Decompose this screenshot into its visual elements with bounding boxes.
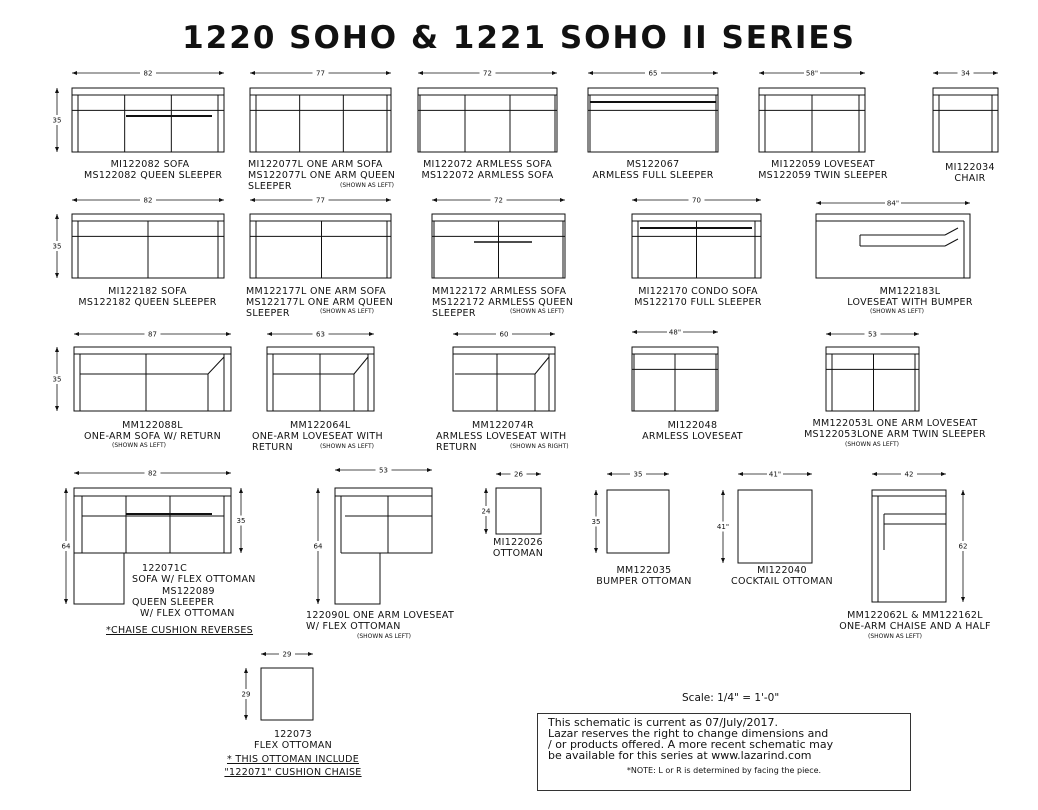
p12-dim-top-label: 63 [316,330,325,339]
label-p19: MM122035 BUMPER OTTOMAN [596,565,692,587]
p12-dim-top-arrow-r [369,332,374,336]
p6-dim-top-arrow-l [72,198,77,202]
p14-dim-top-arrow-r [713,330,718,334]
p22-dim-side-arrow-t [244,668,248,673]
p16-dim-side-arrow-b [64,599,68,604]
p1-dim-top-arrow-l [250,71,255,75]
p9-dim-top-arrow-l [632,198,637,202]
label-p9: MI122170 CONDO SOFA MS122170 FULL SLEEPER [634,286,762,308]
p1-dim-top-label: 77 [316,69,325,78]
label-p14: MI122048 ARMLESS LOVESEAT [642,420,743,442]
scale-label: Scale: 1/4" = 1'-0" [682,692,780,704]
p16-dim-side2-label: 35 [236,517,246,525]
p16-dim-side-arrow-t [64,488,68,493]
label-p17: 122090L ONE ARM LOVESEAT W/ FLEX OTTOMAN [306,610,455,632]
p17-dim-top-arrow-r [427,468,432,472]
p18-dim-top-label: 26 [514,470,523,479]
shown-p15: (SHOWN AS LEFT) [845,441,900,448]
page-title: 1220 SOHO & 1221 SOHO II SERIES [182,20,856,56]
p0-dim-top-arrow-r [219,71,224,75]
p20-dim-side-label: 41" [716,523,730,531]
shown-p10: (SHOWN AS LEFT) [870,308,925,315]
p1-outline [250,88,391,152]
p7-dim-top-label: 77 [316,196,325,205]
p21-dim-side-arrow-b [961,597,965,602]
p15-dim-top-arrow-r [914,332,919,336]
shown-p11: (SHOWN AS LEFT) [112,442,167,449]
label-p11: MM122088L ONE-ARM SOFA W/ RETURN [83,420,222,442]
label-p5: MI122034 CHAIR [945,162,995,184]
p7-dim-top-arrow-r [386,198,391,202]
p0-dim-side-arrow-t [55,88,59,93]
p19-dim-top-arrow-r [664,472,669,476]
chaise-note: *CHAISE CUSHION REVERSES [106,625,254,636]
label-p6: MI122182 SOFA MS122182 QUEEN SLEEPER [78,286,217,308]
label-p3: MS122067 ARMLESS FULL SLEEPER [592,159,714,181]
p4-dim-top-arrow-l [759,71,764,75]
p21-dim-top-label: 42 [904,470,914,479]
p11-outline [74,347,231,411]
p14-dim-top-arrow-l [632,330,637,334]
label-p16: 122071C SOFA W/ FLEX OTTOMAN MS122089 QUEEN SLEEPER W/ FLEX OTTOMAN [132,563,256,619]
p9-dim-top-label: 70 [692,196,701,205]
p2-dim-top-label: 72 [483,69,492,78]
p19-outline [607,490,669,553]
p18-outline [496,488,541,534]
notice-box: This schematic is current as 07/July/2017. Lazar reserves the right to change dimensions and / or products offered. A more recent schematic may be available for this series at www.lazarind.com *NOTE: L or R is determined by facing the piece. [537,713,911,791]
p6-dim-side-arrow-b [55,273,59,278]
p19-dim-side-arrow-t [594,490,598,495]
p22-dim-top-label: 29 [282,650,292,659]
p7-dim-top-arrow-l [250,198,255,202]
p22-dim-side-arrow-b [244,715,248,720]
p3-dim-top-label: 65 [648,69,658,78]
p21-dim-side-label: 62 [958,542,968,551]
shown-p8: (SHOWN AS LEFT) [510,308,565,315]
p16-dim-top-arrow-r [226,471,231,475]
p6-dim-side-label: 35 [52,242,62,251]
p6-dim-top-arrow-r [219,198,224,202]
p18-dim-top-arrow-r [536,472,541,476]
shown-p21: (SHOWN AS LEFT) [868,633,923,640]
p11-dim-top-arrow-l [74,332,79,336]
p17-dim-side-arrow-b [316,599,320,604]
p18-dim-top-arrow-l [496,472,501,476]
p12-dim-top-arrow-l [267,332,272,336]
p22-outline [261,668,313,720]
p20-outline [738,490,812,563]
p21-dim-top-arrow-l [872,472,877,476]
p16-dim-side2-arrow-t [239,488,243,493]
label-p8: MM122172 ARMLESS SOFA MS122172 ARMLESS QUEEN SLEEPER [432,286,574,319]
p20-dim-top-arrow-l [738,472,743,476]
p1-dim-top-arrow-r [386,71,391,75]
shown-p1: (SHOWN AS LEFT) [340,182,395,189]
p21-dim-top-arrow-r [941,472,946,476]
p13-outline [453,347,555,411]
p17-dim-side-label: 64 [313,542,323,551]
p15-outline [826,347,919,411]
label-p2: MI122072 ARMLESS SOFA MS122072 ARMLESS SOFA [421,159,554,181]
p19-dim-top-label: 35 [633,470,643,479]
p13-dim-top-arrow-r [550,332,555,336]
label-p1: MI122077L ONE ARM SOFA MS122077L ONE ARM QUEEN SLEEPER [248,159,396,192]
shown-p13: (SHOWN AS RIGHT) [510,443,569,450]
p11-dim-top-label: 87 [148,330,157,339]
label-p4: MI122059 LOVESEAT MS122059 TWIN SLEEPER [758,159,888,181]
p6-dim-top-label: 82 [143,196,153,205]
p4-dim-top-label: 58" [805,69,819,78]
p7-outline [250,214,391,278]
p0-dim-side-arrow-b [55,147,59,152]
label-p20: MI122040 COCKTAIL OTTOMAN [731,565,833,587]
p19-dim-side-label: 35 [591,518,601,526]
p22-dim-top-arrow-r [308,652,313,656]
p16-dim-top-label: 82 [148,469,157,478]
p14-dim-top-label: 48" [668,328,682,337]
p5-dim-top-arrow-l [933,71,938,75]
p11-dim-top-arrow-r [226,332,231,336]
p22-dim-top-arrow-l [261,652,266,656]
p18-dim-side-arrow-b [484,529,488,534]
label-p21: MM122062L & MM122162L ONE-ARM CHAISE AND A HALF [839,610,991,632]
lr-footnote: *NOTE: L or R is determined by facing the piece. [626,766,822,775]
p19-dim-side-arrow-b [594,548,598,553]
p12-corner [354,357,368,374]
p10-corner-1 [945,228,958,235]
p2-dim-top-arrow-l [418,71,423,75]
p21-dim-side-arrow-t [961,490,965,495]
p20-dim-top-label: 41" [768,470,782,479]
p10-dim-top-arrow-r [965,201,970,205]
label-p7: MM122177L ONE ARM SOFA MS122177L ONE ARM QUEEN SLEEPER [246,286,394,319]
label-p12: MM122064L ONE-ARM LOVESEAT WITH RETURN [252,420,383,453]
p11-dim-side-arrow-t [55,347,59,352]
p4-dim-top-arrow-r [860,71,865,75]
p0-dim-side-label: 35 [52,116,62,125]
p20-dim-side-arrow-b [721,558,725,563]
p20-dim-top-arrow-r [807,472,812,476]
p17-dim-top-arrow-l [335,468,340,472]
p8-dim-top-arrow-l [432,198,437,202]
p10-corner-2 [945,239,958,246]
p0-outline [72,88,224,152]
p20-dim-side-arrow-t [721,490,725,495]
p15-dim-top-label: 53 [868,330,877,339]
p21-outline [872,490,946,602]
p10-dim-top-label: 84" [886,199,900,208]
p13-corner [535,357,549,374]
p5-outline [933,88,998,152]
shown-p12: (SHOWN AS LEFT) [320,443,375,450]
p17-outline [335,488,432,604]
label-p10: MM122183L LOVESEAT WITH BUMPER [847,286,973,308]
label-p0: MI122082 SOFA MS122082 QUEEN SLEEPER [84,159,223,181]
p18-dim-side-label: 24 [481,507,491,516]
p11-corner [208,357,224,374]
p0-dim-top-label: 82 [143,69,153,78]
p22-dim-side-label: 29 [241,690,251,699]
p3-outline [588,88,718,152]
p18-dim-side-arrow-t [484,488,488,493]
p8-dim-top-label: 72 [494,196,503,205]
label-p22: 122073 FLEX OTTOMAN * THIS OTTOMAN INCLUDE "122071" CUSHION CHAISE [224,729,362,778]
p17-dim-top-label: 53 [379,466,388,475]
label-p13: MM122074R ARMLESS LOVESEAT WITH RETURN [436,420,567,453]
p2-dim-top-arrow-r [552,71,557,75]
p16-dim-top-arrow-l [74,471,79,475]
p11-dim-side-arrow-b [55,406,59,411]
p5-dim-top-arrow-r [993,71,998,75]
p3-dim-top-arrow-l [588,71,593,75]
p13-dim-top-arrow-l [453,332,458,336]
p10-dim-top-arrow-l [816,201,821,205]
p19-dim-top-arrow-l [607,472,612,476]
p5-dim-top-label: 34 [961,69,970,78]
p2-outline [418,88,557,152]
shown-p17: (SHOWN AS LEFT) [357,633,412,640]
p8-dim-top-arrow-r [560,198,565,202]
label-p18: MI122026 OTTOMAN [492,537,544,559]
p11-dim-side-label: 35 [52,375,62,384]
p15-dim-top-arrow-l [826,332,831,336]
label-p15: MM122053L ONE ARM LOVESEAT MS122053LONE ARM TWIN SLEEPER [804,418,986,440]
p3-dim-top-arrow-r [713,71,718,75]
p13-dim-top-label: 60 [499,330,509,339]
p17-dim-side-arrow-t [316,488,320,493]
p9-dim-top-arrow-r [756,198,761,202]
p16-dim-side-label: 64 [61,542,71,551]
shown-p7: (SHOWN AS LEFT) [320,308,375,315]
p0-dim-top-arrow-l [72,71,77,75]
p16-dim-side2-arrow-b [239,548,243,553]
p6-dim-side-arrow-t [55,214,59,219]
